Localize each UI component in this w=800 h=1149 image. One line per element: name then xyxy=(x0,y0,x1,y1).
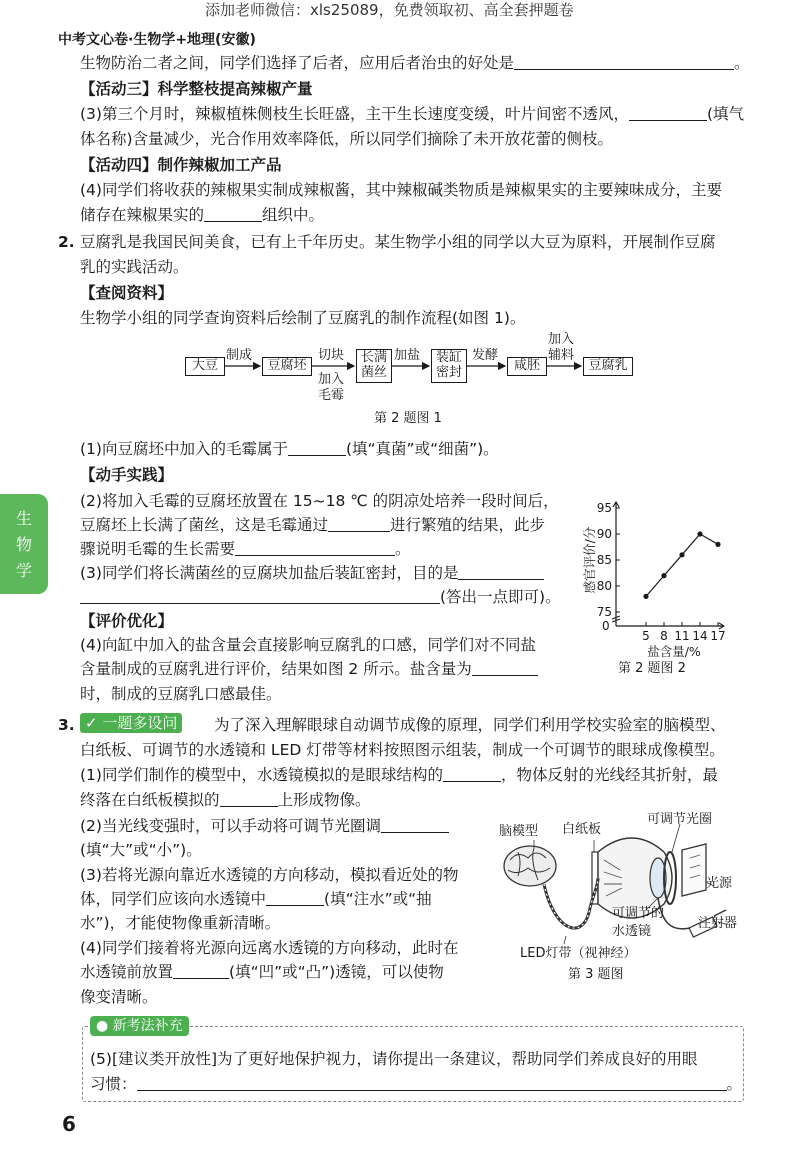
data-point xyxy=(715,542,720,547)
q3-p1b-pre: 终落在白纸板模拟的 xyxy=(80,791,220,809)
q2-p2c-pre: 骤说明毛霉的生长需要 xyxy=(80,540,236,558)
label-water-lens-1: 可调节的 xyxy=(612,906,665,921)
q2-p3a xyxy=(80,563,544,583)
y-tick-label: 80 xyxy=(596,579,612,593)
flow-box-soybean: 大豆 xyxy=(185,357,225,376)
evaluation-heading: 【评价优化】 xyxy=(80,612,174,630)
subject-side-tab xyxy=(0,494,48,594)
series-line xyxy=(646,534,718,596)
x-tick-label: 14 xyxy=(692,629,708,643)
q3-p3b xyxy=(80,889,432,909)
new-method-p5b-pre: 习惯： xyxy=(90,1075,137,1093)
answer-blank[interactable] xyxy=(443,765,501,782)
answer-blank[interactable] xyxy=(266,889,324,906)
label-light-source: 光源 xyxy=(706,876,733,891)
lightbulb-icon: ● xyxy=(96,1018,109,1034)
new-method-p5b-end: 。 xyxy=(726,1075,743,1093)
q3-number: 3. xyxy=(58,716,75,734)
y-tick-label: 90 xyxy=(596,527,612,541)
label-syringe: 注射器 xyxy=(698,916,738,931)
answer-blank[interactable] xyxy=(80,587,440,604)
led-strip-icon xyxy=(544,878,598,928)
page-number: 6 xyxy=(62,1112,76,1136)
q3-p1a-post: ，物体反射的光线经其折射，最 xyxy=(500,766,718,784)
new-method-p5a: (5)[建议类开放性]为了更好地保护视力，请你提出一条建议，帮助同学们养成良好的用眼 xyxy=(90,1050,698,1068)
q3-p1b xyxy=(80,790,371,810)
flow-step-label: 加入 xyxy=(548,332,575,347)
q3-intro-1: 为了深入理解眼球自动调节成像的原理，同学们利用学校实验室的脑模型、 xyxy=(214,716,726,734)
answer-blank[interactable] xyxy=(288,439,346,456)
q2-p3b-post: (答出一点即可)。 xyxy=(440,588,561,606)
answer-blank[interactable] xyxy=(328,515,390,532)
data-point xyxy=(679,552,684,557)
q2-p2a: (2)将加入毛霉的豆腐坯放置在 15~18 ℃ 的阴凉处培养一段时间后， xyxy=(80,492,559,510)
q2-p4b-pre: 含量制成的豆腐乳进行评价，结果如图 2 所示。盐含量为 xyxy=(80,660,472,678)
flow-box-salted: 咸胚 xyxy=(507,357,547,376)
answer-blank[interactable] xyxy=(458,563,544,580)
flow-box-tofu-blank: 豆腐坯 xyxy=(262,357,312,376)
brain-model-icon xyxy=(504,846,556,886)
flow-step-label: 切块 xyxy=(318,348,345,363)
activity-4-heading: 【活动四】制作辣椒加工产品 xyxy=(80,156,282,174)
side-tab-char: 生 xyxy=(15,509,32,528)
label-led-strip: LED灯带（视神经） xyxy=(520,946,637,961)
q1-p3a-text: (3)第三个月时，辣椒植株侧枝生长旺盛，主干生长速度变缓，叶片间密不透风， xyxy=(80,105,629,123)
light-source-icon xyxy=(682,844,706,896)
x-tick-label: 17 xyxy=(710,629,726,643)
flow-box-sealed: 装缸 密封 xyxy=(431,349,467,383)
q3-p3c: 水”)，才能使物像重新清晰。 xyxy=(80,914,281,932)
data-point xyxy=(661,573,666,578)
flow-step-label: 发酵 xyxy=(472,348,499,363)
flow-step-label: 毛霉 xyxy=(318,388,345,403)
x-tick-label: 11 xyxy=(674,629,690,643)
q2-p2c xyxy=(80,539,411,559)
x-tick-label: 5 xyxy=(642,629,650,643)
q2-intro-1: 豆腐乳是我国民间美食，已有上千年历史。某生物学小组的同学以大豆为原料，开展制作豆腐 xyxy=(80,233,716,251)
y-axis-label: 感官评价/分 xyxy=(582,526,597,594)
q2-p1-pre: (1)向豆腐坯中加入的毛霉属于 xyxy=(80,440,288,458)
flow-step-label: 辅料 xyxy=(548,348,575,363)
answer-blank[interactable] xyxy=(137,1074,727,1091)
q2-p1-post: (填“真菌”或“细菌”)。 xyxy=(345,440,499,458)
salt-content-chart xyxy=(580,488,740,658)
q1-p3b: 体名称)含量减少，光合作用效率降低，所以同学们摘除了未开放花蕾的侧枝。 xyxy=(80,130,614,148)
fig1-caption: 第 2 题图 1 xyxy=(374,411,442,426)
new-method-p5b xyxy=(90,1074,742,1094)
q3-p1b-post: 上形成物像。 xyxy=(277,791,371,809)
q1-l1-text: 生物防治二者之间，同学们选择了后者，应用后者治虫的好处是 xyxy=(80,54,515,72)
q2-p3b xyxy=(80,587,561,607)
watermark: 添加老师微信：xls25089，免费领取初、高全套押题卷 xyxy=(205,1,574,19)
q1-p4b-pre: 储存在辣椒果实的 xyxy=(80,206,205,224)
q3-p2b: (填“大”或“小”)。 xyxy=(80,841,202,859)
q3-p1a xyxy=(80,765,718,785)
x-axis-label: 盐含量/% xyxy=(647,644,701,658)
q1-p4b-post: 组织中。 xyxy=(262,206,325,224)
answer-blank[interactable] xyxy=(472,659,538,676)
y-tick-label: 85 xyxy=(596,553,612,567)
answer-blank[interactable] xyxy=(381,816,449,833)
q3-intro-2: 白纸板、可调节的水透镜和 LED 灯带等材料按照图示组装，制成一个可调节的眼球成像模型。 xyxy=(80,741,725,759)
q2-p2b xyxy=(80,515,545,535)
q3-p4b-pre: 水透镜前放置 xyxy=(80,963,174,981)
q2-number: 2. xyxy=(58,233,75,251)
research-heading: 【查阅资料】 xyxy=(80,284,174,302)
research-text: 生物学小组的同学查询资料后绘制了豆腐乳的制作流程(如图 1)。 xyxy=(80,309,526,327)
q3-p4c: 像变清晰。 xyxy=(80,988,158,1006)
book-title: 中考文心卷·生物学+地理(安徽) xyxy=(58,32,256,48)
q3-p2a xyxy=(80,816,449,836)
answer-blank[interactable] xyxy=(173,962,229,979)
q2-intro-2: 乳的实践活动。 xyxy=(80,258,189,276)
q3-p3b-pre: 体，同学们应该向水透镜中 xyxy=(80,890,267,908)
q2-p3a-pre: (3)同学们将长满菌丝的豆腐块加盐后装缸密封，目的是 xyxy=(80,564,459,582)
q2-p2b-post: 进行繁殖的结果，此步 xyxy=(390,516,546,534)
y-tick-label: 95 xyxy=(596,501,612,515)
q3-p2a-text: (2)当光线变强时，可以手动将可调节光圈调 xyxy=(80,817,381,835)
flow-step-label: 制成 xyxy=(226,348,253,363)
answer-blank[interactable] xyxy=(220,790,278,807)
q2-p4b xyxy=(80,659,538,679)
activity-3-heading: 【活动三】科学整枝提高辣椒产量 xyxy=(80,80,313,98)
q3-p3b-post: (填“注水”或“抽 xyxy=(324,890,432,908)
origin-label: 0 xyxy=(602,619,610,633)
label-paper-board: 白纸板 xyxy=(562,822,602,837)
q3-p3a: (3)若将光源向靠近水透镜的方向移动，模拟看近处的物 xyxy=(80,866,459,884)
data-point xyxy=(697,531,702,536)
x-tick-label: 8 xyxy=(660,629,668,643)
q2-p4a: (4)向缸中加入的盐含量会直接影响豆腐乳的口感，同学们对不同盐 xyxy=(80,636,536,654)
multi-question-badge xyxy=(80,713,182,733)
q2-p2b-pre: 豆腐坯上长满了菌丝，这是毛霉通过 xyxy=(80,516,329,534)
fig2-caption: 第 2 题图 2 xyxy=(618,661,686,676)
y-tick-label: 75 xyxy=(596,605,612,619)
new-method-tag xyxy=(90,1016,189,1036)
flow-step-label: 加入 xyxy=(318,372,345,387)
q3-p4a: (4)同学们接着将光源向远离水透镜的方向移动，此时在 xyxy=(80,939,459,957)
q1-p3a-end: (填气 xyxy=(706,105,745,123)
label-water-lens-2: 水透镜 xyxy=(612,924,652,939)
new-method-tag-label: 新考法补充 xyxy=(112,1018,183,1034)
side-tab-char: 物 xyxy=(15,535,32,554)
multi-question-badge-label: ✓ 一题多设问 xyxy=(80,713,182,733)
flow-box-fermented-tofu: 豆腐乳 xyxy=(583,357,633,376)
q3-p4b-post: (填“凹”或“凸”)透镜，可以使物 xyxy=(229,963,444,981)
flow-step-label: 加盐 xyxy=(394,348,421,363)
q1-p4a: (4)同学们将收获的辣椒果实制成辣椒酱，其中辣椒碱类物质是辣椒果实的主要辣味成分，主要 xyxy=(80,181,722,199)
q2-p1 xyxy=(80,439,499,459)
q2-p4c: 时，制成的豆腐乳口感最佳。 xyxy=(80,685,282,703)
side-tab-char: 学 xyxy=(15,561,32,580)
q2-p2c-post: 。 xyxy=(395,540,411,558)
answer-blank[interactable] xyxy=(235,539,395,556)
q3-p4b xyxy=(80,962,444,982)
flow-box-mycelium: 长满 菌丝 xyxy=(356,349,392,383)
practice-heading: 【动手实践】 xyxy=(80,466,174,484)
q1-l1-end: 。 xyxy=(734,54,750,72)
q3-p1a-pre: (1)同学们制作的模型中，水透镜模拟的是眼球结构的 xyxy=(80,766,443,784)
label-aperture: 可调节光圈 xyxy=(647,812,713,827)
label-brain-model: 脑模型 xyxy=(499,824,539,839)
fig3-caption: 第 3 题图 xyxy=(568,967,624,982)
data-point xyxy=(643,594,648,599)
